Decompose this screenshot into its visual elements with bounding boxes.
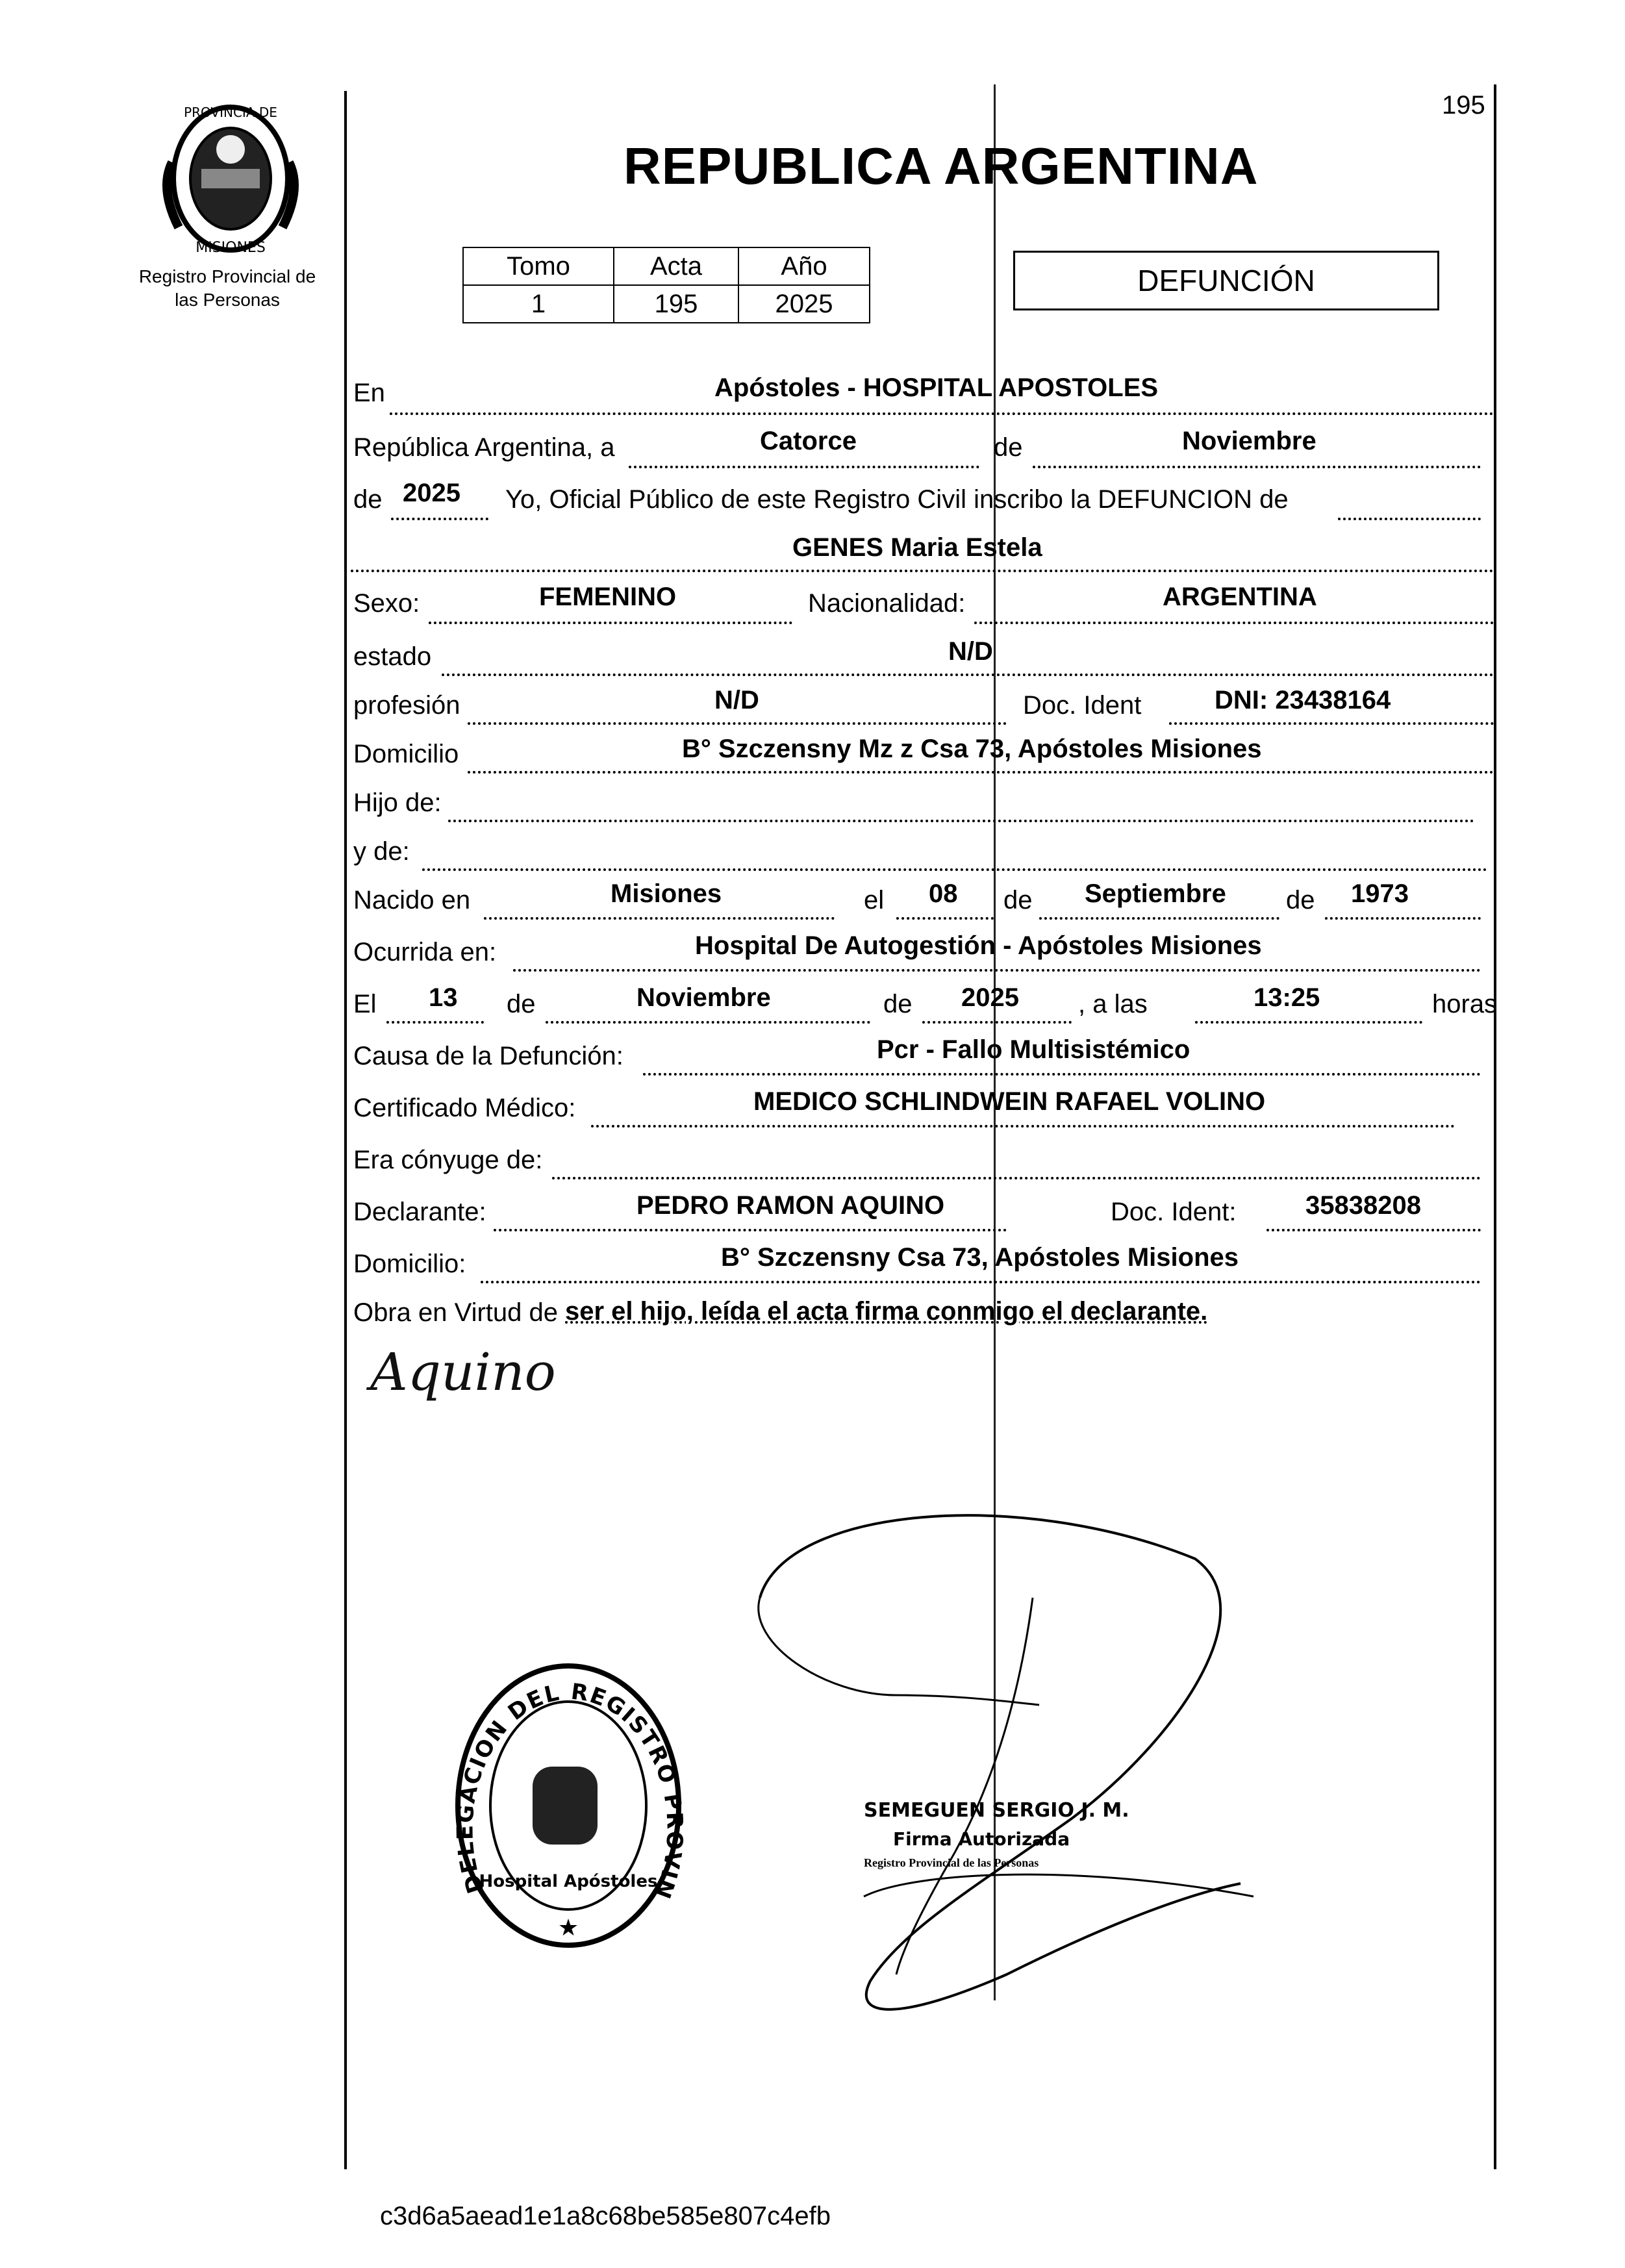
day-words-value: Catorce [760,427,857,455]
domicilio-label: Domicilio [353,740,459,768]
year-value: 2025 [403,479,460,507]
row-conyuge [351,1137,1494,1176]
obra-value: ser el hijo, leída el acta firma conmigo el declarante. [565,1297,1208,1326]
nacionalidad-label: Nacionalidad: [808,589,966,618]
birth-de-label-2: de [1286,886,1315,914]
row-ocurrida [351,929,1494,968]
row-hijo [351,779,1494,818]
row-nacido [351,877,1494,916]
registry-stamp [448,1656,688,1955]
doc-ident-label: Doc. Ident [1023,691,1142,720]
anio-value: 2025 [738,285,870,323]
anio-header: Año [738,247,870,285]
row-domicilio [351,731,1494,770]
declarant-signature [364,1331,572,1422]
birth-de-label-1: de [1003,886,1033,914]
estado-value: N/D [948,637,993,666]
birth-year-dotted-line [1325,917,1481,920]
acta-header: Acta [614,247,738,285]
profesion-label: profesión [353,691,460,720]
row-date [351,425,1494,464]
hijo-label: Hijo de: [353,788,442,817]
row-causa [351,1033,1494,1072]
page-number: 195 [1442,91,1485,120]
month-value: Noviembre [1182,427,1316,455]
row-profesion [351,682,1494,721]
row-domicilio-declarante [351,1241,1494,1279]
birth-day-dotted-line [896,917,994,920]
row-obra [351,1289,1494,1328]
row-declarante [351,1189,1494,1228]
sexo-label: Sexo: [353,589,420,618]
en-label: En [353,379,385,407]
right-border-line [1494,84,1496,2169]
page-title: REPUBLICA ARGENTINA [624,137,1259,195]
row-inscribo [351,477,1494,516]
record-table [462,247,870,323]
deceased-name-value: GENES Maria Estela [792,533,1042,562]
death-time-dotted-line [1195,1021,1422,1024]
estado-dotted-line [442,674,1494,676]
causa-value: Pcr - Fallo Multisistémico [877,1035,1190,1064]
estado-label: estado [353,642,432,671]
declarante-value: PEDRO RAMON AQUINO [636,1191,945,1220]
death-day-value: 13 [429,983,458,1012]
profesion-value: N/D [714,686,759,714]
row-deceased-name [351,529,1494,568]
conyuge-label: Era cónyuge de: [353,1146,543,1174]
ocurrida-label: Ocurrida en: [353,938,497,966]
left-border-line [344,91,347,2169]
nacionalidad-dotted-line [974,622,1494,624]
domicilio2-dotted-line [481,1281,1481,1283]
row-yde [351,828,1494,867]
domicilio-value: B° Szczensny Mz z Csa 73, Apóstoles Misiones [682,735,1262,763]
en-value: Apóstoles - HOSPITAL APOSTOLES [714,373,1159,402]
logo-text-bottom: MISIONES [195,240,266,256]
tomo-value: 1 [463,285,614,323]
record-type-box: DEFUNCIÓN [1013,251,1439,310]
death-day-dotted-line [386,1021,484,1024]
certificado-dotted-line [591,1125,1455,1128]
doc2-label: Doc. Ident: [1111,1198,1237,1226]
yde-label: y de: [353,837,410,866]
ocurrida-dotted-line [513,969,1481,972]
death-de-label-1: de [507,990,536,1018]
profesion-dotted-line [468,722,1007,725]
certificado-value: MEDICO SCHLINDWEIN RAFAEL VOLINO [753,1087,1266,1116]
el-death-label: El [353,990,377,1018]
acta-value: 195 [614,285,738,323]
death-month-dotted-line [546,1021,870,1024]
doc-dotted-line [1169,722,1494,725]
alas-label: , a las [1078,990,1148,1018]
year-dotted-line [391,518,488,520]
stamp-inner-text: Hospital Apóstoles [479,1872,658,1891]
death-month-value: Noviembre [636,983,771,1012]
row-death-date [351,981,1507,1020]
birth-day-value: 08 [929,879,958,908]
day-dotted-line [629,466,979,468]
birth-month-dotted-line [1039,917,1279,920]
certificado-label: Certificado Médico: [353,1094,576,1122]
domicilio-dotted-line [468,771,1494,774]
row-certificado [351,1085,1494,1124]
doc2-dotted-line [1266,1229,1481,1231]
stamp-star-icon: ★ [557,1915,579,1941]
month-dotted-line [1033,466,1481,468]
registry-label [117,265,338,312]
sexo-value: FEMENINO [539,583,677,611]
declarant-signature-text: Aquino [370,1342,556,1402]
footer-hash: c3d6a5aead1e1a8c68be585e807c4efb [380,2202,831,2230]
row-sexo [351,581,1494,620]
nacido-value: Misiones [611,879,722,908]
declarante-dotted-line [494,1229,1007,1231]
doc2-value: 35838208 [1305,1191,1421,1220]
death-year-value: 2025 [961,983,1019,1012]
horas-label: horas [1432,990,1498,1018]
row-estado [351,633,1494,672]
province-logo [153,97,309,260]
conyuge-dotted-line [552,1177,1481,1179]
doc-ident-value: DNI: 23438164 [1215,686,1391,714]
death-time-value: 13:25 [1253,983,1320,1012]
death-de-label-2: de [883,990,913,1018]
ocurrida-value: Hospital De Autogestión - Apóstoles Misiones [695,931,1262,960]
inscribo-text: Yo, Oficial Público de este Registro Civil inscribo la DEFUNCION de [505,485,1289,514]
nacionalidad-value: ARGENTINA [1163,583,1317,611]
official-signature-block [864,1799,1129,1870]
registry-line-1: Registro Provincial de [138,266,316,286]
tomo-header: Tomo [463,247,614,285]
nacido-dotted-line [484,917,835,920]
hijo-dotted-line [448,820,1474,822]
yde-dotted-line [422,868,1487,871]
de-year-label: de [353,485,383,514]
registry-line-2: las Personas [175,290,280,310]
stamp-outer-textpath: DELEGACION DEL REGISTRO PROVIN [452,1678,688,1903]
en-dotted-line [390,412,1494,415]
el-label: el [864,886,885,914]
death-year-dotted-line [922,1021,1072,1024]
domicilio2-value: B° Szczensny Csa 73, Apóstoles Misiones [721,1243,1239,1272]
official-signature [747,1481,1279,2033]
official-org: Registro Provincial de las Personas [864,1856,1039,1869]
declarante-label: Declarante: [353,1198,486,1226]
de-label: de [994,433,1023,462]
row-en [351,373,1494,412]
causa-dotted-line [643,1073,1481,1076]
nacido-label: Nacido en [353,886,471,914]
sexo-dotted-line [429,622,792,624]
inscribo-dotted-line [1338,518,1481,520]
birth-year-value: 1973 [1351,879,1409,908]
republica-label: República Argentina, a [353,433,615,462]
name-dotted-line [351,570,1494,572]
official-name: SEMEGUEN SERGIO J. M. [864,1799,1129,1822]
birth-month-value: Septiembre [1085,879,1226,908]
domicilio2-label: Domicilio: [353,1250,466,1278]
obra-label: Obra en Virtud de [353,1298,559,1327]
causa-label: Causa de la Defunción: [353,1042,624,1070]
official-title: Firma Autorizada [893,1828,1070,1850]
logo-text-top: PROVINCIA DE [184,105,277,120]
